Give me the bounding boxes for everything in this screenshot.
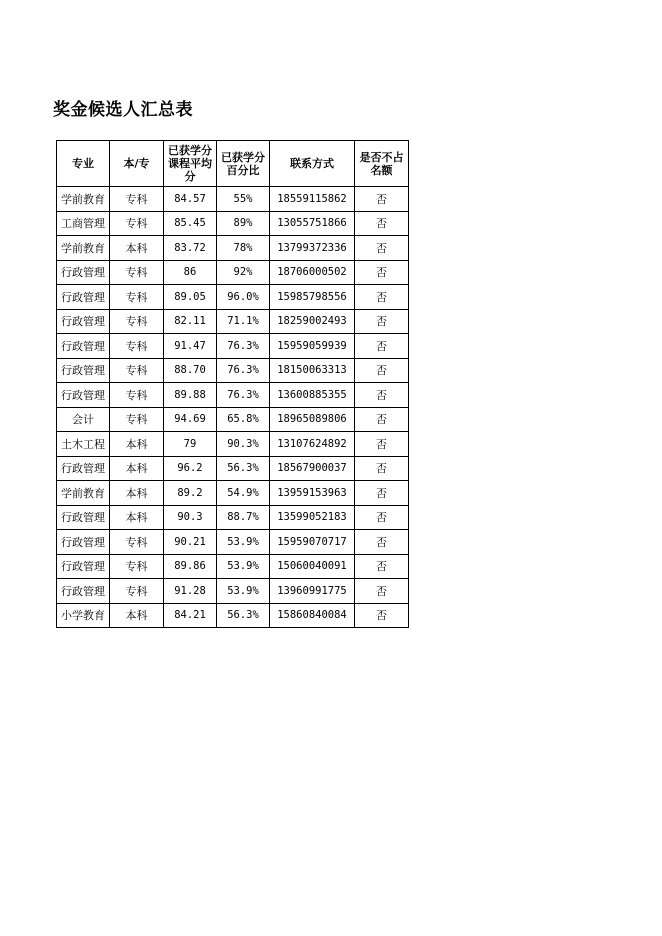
cell-credit-percent[interactable]: 76.3%	[217, 334, 270, 359]
cell-quota-exempt[interactable]: 否	[355, 505, 409, 530]
cell-quota-exempt[interactable]: 否	[355, 334, 409, 359]
cell-major[interactable]: 行政管理	[57, 456, 110, 481]
cell-average-score[interactable]: 84.21	[164, 603, 217, 628]
cell-contact[interactable]: 13600885355	[270, 383, 355, 408]
cell-credit-percent[interactable]: 56.3%	[217, 456, 270, 481]
cell-contact[interactable]: 13799372336	[270, 236, 355, 261]
cell-average-score[interactable]: 89.2	[164, 481, 217, 506]
cell-average-score[interactable]: 82.11	[164, 309, 217, 334]
table-row	[57, 554, 409, 579]
header-average-score[interactable]: 已获学分课程平均分	[164, 141, 217, 187]
cell-degree-level[interactable]: 本科	[110, 505, 164, 530]
cell-degree-level[interactable]: 本科	[110, 236, 164, 261]
table-row	[57, 432, 409, 457]
cell-contact[interactable]: 13960991775	[270, 579, 355, 604]
cell-credit-percent[interactable]: 55%	[217, 187, 270, 212]
cell-contact[interactable]: 15985798556	[270, 285, 355, 310]
cell-degree-level[interactable]: 专科	[110, 554, 164, 579]
header-degree-level[interactable]: 本/专	[110, 141, 164, 187]
cell-degree-level[interactable]: 专科	[110, 579, 164, 604]
cell-average-score[interactable]: 94.69	[164, 407, 217, 432]
cell-average-score[interactable]: 90.3	[164, 505, 217, 530]
table-row	[57, 358, 409, 383]
cell-major[interactable]: 土木工程	[57, 432, 110, 457]
cell-contact[interactable]: 18706000502	[270, 260, 355, 285]
table-row	[57, 236, 409, 261]
cell-contact[interactable]: 15860840084	[270, 603, 355, 628]
table-row	[57, 334, 409, 359]
cell-contact[interactable]: 18567900037	[270, 456, 355, 481]
table-row	[57, 505, 409, 530]
cell-credit-percent[interactable]: 76.3%	[217, 383, 270, 408]
cell-quota-exempt[interactable]: 否	[355, 554, 409, 579]
cell-credit-percent[interactable]: 65.8%	[217, 407, 270, 432]
cell-quota-exempt[interactable]: 否	[355, 260, 409, 285]
table-row	[57, 603, 409, 628]
cell-credit-percent[interactable]: 88.7%	[217, 505, 270, 530]
cell-major[interactable]: 行政管理	[57, 309, 110, 334]
cell-quota-exempt[interactable]: 否	[355, 481, 409, 506]
cell-degree-level[interactable]: 专科	[110, 309, 164, 334]
table-row	[57, 187, 409, 212]
cell-contact[interactable]: 15959059939	[270, 334, 355, 359]
cell-credit-percent[interactable]: 53.9%	[217, 579, 270, 604]
cell-quota-exempt[interactable]: 否	[355, 236, 409, 261]
table-row	[57, 456, 409, 481]
cell-average-score[interactable]: 89.88	[164, 383, 217, 408]
cell-credit-percent[interactable]: 53.9%	[217, 530, 270, 555]
cell-major[interactable]: 行政管理	[57, 260, 110, 285]
cell-degree-level[interactable]: 本科	[110, 432, 164, 457]
cell-degree-level[interactable]: 本科	[110, 603, 164, 628]
cell-average-score[interactable]: 84.57	[164, 187, 217, 212]
cell-contact[interactable]: 13107624892	[270, 432, 355, 457]
cell-average-score[interactable]: 91.28	[164, 579, 217, 604]
cell-quota-exempt[interactable]: 否	[355, 603, 409, 628]
cell-credit-percent[interactable]: 96.0%	[217, 285, 270, 310]
header-row	[57, 141, 409, 187]
cell-credit-percent[interactable]: 71.1%	[217, 309, 270, 334]
cell-contact[interactable]: 13055751866	[270, 211, 355, 236]
cell-credit-percent[interactable]: 78%	[217, 236, 270, 261]
cell-average-score[interactable]: 86	[164, 260, 217, 285]
cell-major[interactable]: 行政管理	[57, 554, 110, 579]
cell-contact[interactable]: 18965089806	[270, 407, 355, 432]
cell-quota-exempt[interactable]: 否	[355, 285, 409, 310]
cell-degree-level[interactable]: 专科	[110, 260, 164, 285]
cell-contact[interactable]: 18259002493	[270, 309, 355, 334]
cell-major[interactable]: 行政管理	[57, 334, 110, 359]
table-row	[57, 481, 409, 506]
cell-credit-percent[interactable]: 89%	[217, 211, 270, 236]
cell-average-score[interactable]: 89.05	[164, 285, 217, 310]
cell-degree-level[interactable]: 本科	[110, 481, 164, 506]
cell-major[interactable]: 会计	[57, 407, 110, 432]
cell-average-score[interactable]: 88.70	[164, 358, 217, 383]
table-row	[57, 407, 409, 432]
cell-degree-level[interactable]: 专科	[110, 285, 164, 310]
table-row	[57, 211, 409, 236]
table-row	[57, 579, 409, 604]
cell-major[interactable]: 行政管理	[57, 505, 110, 530]
cell-major[interactable]: 行政管理	[57, 358, 110, 383]
cell-major[interactable]: 小学教育	[57, 603, 110, 628]
cell-degree-level[interactable]: 专科	[110, 530, 164, 555]
cell-major[interactable]: 行政管理	[57, 285, 110, 310]
cell-contact[interactable]: 13599052183	[270, 505, 355, 530]
cell-major[interactable]: 行政管理	[57, 383, 110, 408]
cell-average-score[interactable]: 89.86	[164, 554, 217, 579]
cell-degree-level[interactable]: 专科	[110, 383, 164, 408]
table-row	[57, 530, 409, 555]
cell-quota-exempt[interactable]: 否	[355, 407, 409, 432]
cell-major[interactable]: 行政管理	[57, 530, 110, 555]
cell-degree-level[interactable]: 专科	[110, 187, 164, 212]
cell-contact[interactable]: 15959070717	[270, 530, 355, 555]
cell-credit-percent[interactable]: 53.9%	[217, 554, 270, 579]
cell-contact[interactable]: 15060040091	[270, 554, 355, 579]
cell-degree-level[interactable]: 专科	[110, 211, 164, 236]
cell-major[interactable]: 学前教育	[57, 236, 110, 261]
candidate-table	[56, 140, 409, 628]
header-credit-percent[interactable]: 已获学分百分比	[217, 141, 270, 187]
cell-credit-percent[interactable]: 90.3%	[217, 432, 270, 457]
sheet-title: 奖金候选人汇总表	[53, 100, 193, 120]
cell-contact[interactable]: 18559115862	[270, 187, 355, 212]
cell-average-score[interactable]: 91.47	[164, 334, 217, 359]
cell-degree-level[interactable]: 专科	[110, 358, 164, 383]
cell-degree-level[interactable]: 专科	[110, 407, 164, 432]
cell-average-score[interactable]: 85.45	[164, 211, 217, 236]
cell-contact[interactable]: 18150063313	[270, 358, 355, 383]
cell-credit-percent[interactable]: 56.3%	[217, 603, 270, 628]
header-contact[interactable]: 联系方式	[270, 141, 355, 187]
cell-credit-percent[interactable]: 54.9%	[217, 481, 270, 506]
cell-quota-exempt[interactable]: 否	[355, 579, 409, 604]
cell-quota-exempt[interactable]: 否	[355, 358, 409, 383]
cell-major[interactable]: 学前教育	[57, 481, 110, 506]
cell-major[interactable]: 学前教育	[57, 187, 110, 212]
header-quota-exempt[interactable]: 是否不占名额	[355, 141, 409, 187]
cell-credit-percent[interactable]: 76.3%	[217, 358, 270, 383]
table-row	[57, 309, 409, 334]
cell-major[interactable]: 行政管理	[57, 579, 110, 604]
table-row	[57, 383, 409, 408]
cell-quota-exempt[interactable]: 否	[355, 383, 409, 408]
cell-quota-exempt[interactable]: 否	[355, 530, 409, 555]
cell-credit-percent[interactable]: 92%	[217, 260, 270, 285]
cell-average-score[interactable]: 79	[164, 432, 217, 457]
cell-quota-exempt[interactable]: 否	[355, 432, 409, 457]
cell-quota-exempt[interactable]: 否	[355, 187, 409, 212]
cell-degree-level[interactable]: 专科	[110, 334, 164, 359]
cell-average-score[interactable]: 90.21	[164, 530, 217, 555]
header-major[interactable]: 专业	[57, 141, 110, 187]
cell-major[interactable]: 工商管理	[57, 211, 110, 236]
cell-quota-exempt[interactable]: 否	[355, 211, 409, 236]
cell-contact[interactable]: 13959153963	[270, 481, 355, 506]
cell-degree-level[interactable]: 本科	[110, 456, 164, 481]
cell-average-score[interactable]: 83.72	[164, 236, 217, 261]
table-row	[57, 260, 409, 285]
cell-quota-exempt[interactable]: 否	[355, 456, 409, 481]
cell-quota-exempt[interactable]: 否	[355, 309, 409, 334]
cell-average-score[interactable]: 96.2	[164, 456, 217, 481]
table-row	[57, 285, 409, 310]
